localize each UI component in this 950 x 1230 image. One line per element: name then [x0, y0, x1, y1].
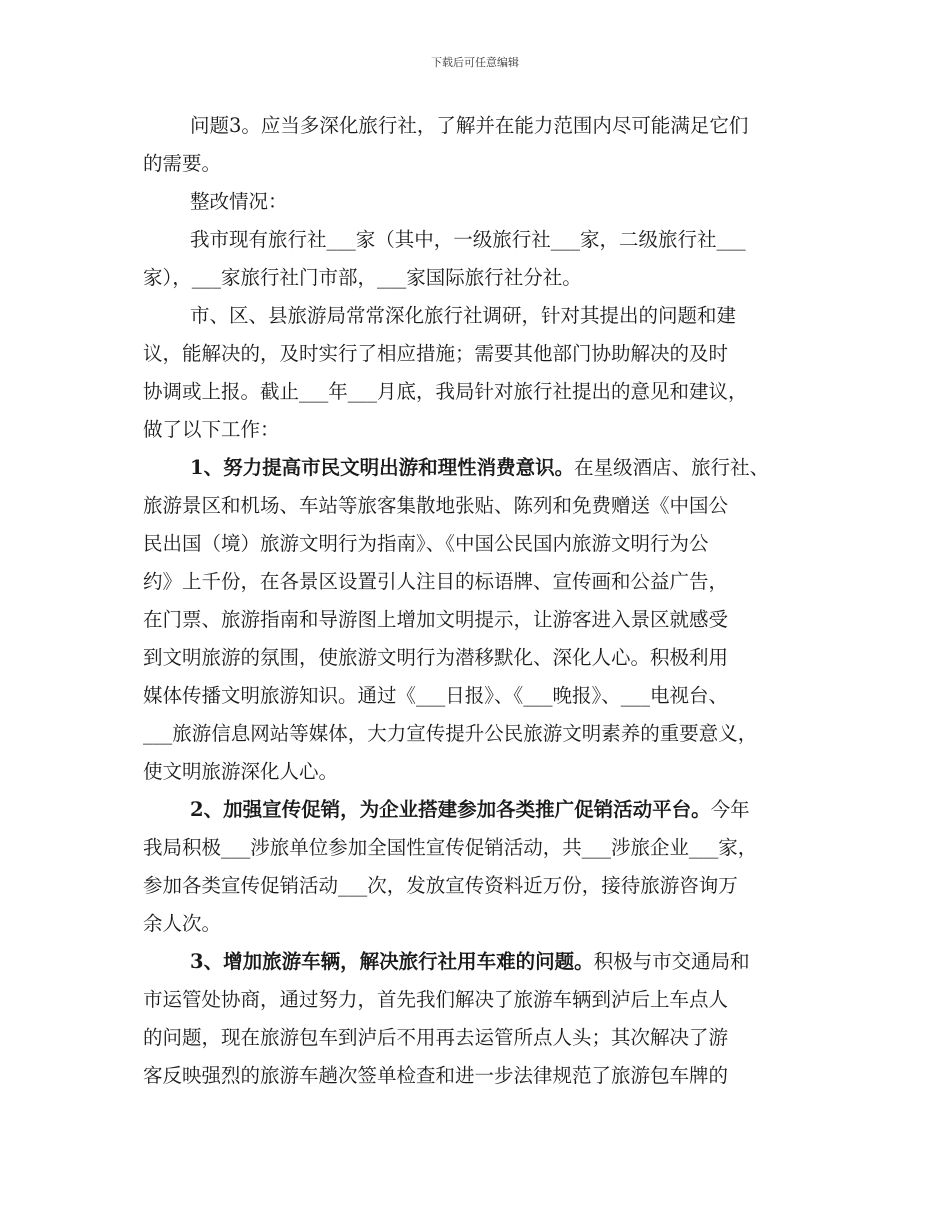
- paragraph-line: 3、增加旅游车辆，解决旅行社用车难的问题。积极与市交通局和: [190, 950, 750, 973]
- paragraph-line: 2、加强宣传促销，为企业搭建参加各类推广促销活动平台。今年: [190, 798, 750, 821]
- paragraph-line: 协调或上报。截止___年___月底，我局针对旅行社提出的意见和建议，: [143, 380, 748, 403]
- paragraph-line: 使文明旅游深化人心。: [143, 760, 339, 783]
- paragraph-line: 约》上千份，在各景区设置引人注目的标语牌、宣传画和公益广告，: [143, 570, 729, 593]
- paragraph-line: 做了以下工作：: [143, 418, 280, 441]
- paragraph-line: 到文明旅游的氛围，使旅游文明行为潜移默化、深化人心。积极利用: [143, 646, 729, 669]
- paragraph-line: 余人次。: [143, 912, 222, 935]
- paragraph-line: 整改情况：: [190, 190, 288, 213]
- paragraph-line: ___旅游信息网站等媒体，大力宣传提升公民旅游文明素养的重要意义，: [143, 722, 758, 745]
- paragraph-line: 市、区、县旅游局常常深化旅行社调研，针对其提出的问题和建: [190, 304, 737, 327]
- paragraph-line: 民出国（境）旅游文明行为指南》、《中国公民国内旅游文明行为公: [143, 532, 709, 555]
- section-heading: 2、加强宣传促销，为企业搭建参加各类推广促销活动平台。: [190, 798, 711, 821]
- paragraph-line: 的问题，现在旅游包车到泸后不用再去运管所点人头；其次解决了游: [143, 1026, 729, 1049]
- paragraph-line: 市运管处协商，通过努力，首先我们解决了旅游车辆到泸后上车点人: [143, 988, 729, 1011]
- paragraph-line: 1、努力提高市民文明出游和理性消费意识。在星级酒店、旅行社、: [190, 456, 770, 479]
- section-heading: 3、增加旅游车辆，解决旅行社用车难的问题。: [190, 950, 594, 973]
- paragraph-line: 在门票、旅游指南和导游图上增加文明提示，让游客进入景区就感受: [143, 608, 729, 631]
- paragraph-line: 我局积极___涉旅单位参加全国性宣传促销活动，共___涉旅企业___家，: [143, 836, 758, 859]
- section-heading: 1、努力提高市民文明出游和理性消费意识。: [190, 456, 575, 479]
- paragraph-line: 问题3。应当多深化旅行社，了解并在能力范围内尽可能满足它们: [190, 114, 749, 137]
- paragraph-line: 客反映强烈的旅游车趟次签单检查和进一步法律规范了旅游包车牌的: [143, 1064, 729, 1087]
- paragraph-line: 我市现有旅行社___家（其中，一级旅行社___家，二级旅行社___: [190, 228, 746, 251]
- paragraph-line: 参加各类宣传促销活动___次，发放宣传资料近万份，接待旅游咨询万: [143, 874, 738, 897]
- paragraph-line: 媒体传播文明旅游知识。通过《___日报》、《___晚报》、___电视台、: [143, 684, 729, 707]
- paragraph-line: 议，能解决的，及时实行了相应措施；需要其他部门协助解决的及时: [143, 342, 729, 365]
- paragraph-line: 的需要。: [143, 152, 222, 175]
- page-header: 下载后可任意编辑: [431, 56, 519, 69]
- paragraph-line: 旅游景区和机场、车站等旅客集散地张贴、陈列和免费赠送《中国公: [143, 494, 729, 517]
- paragraph-line: 家），___家旅行社门市部，___家国际旅行社分社。: [143, 266, 582, 289]
